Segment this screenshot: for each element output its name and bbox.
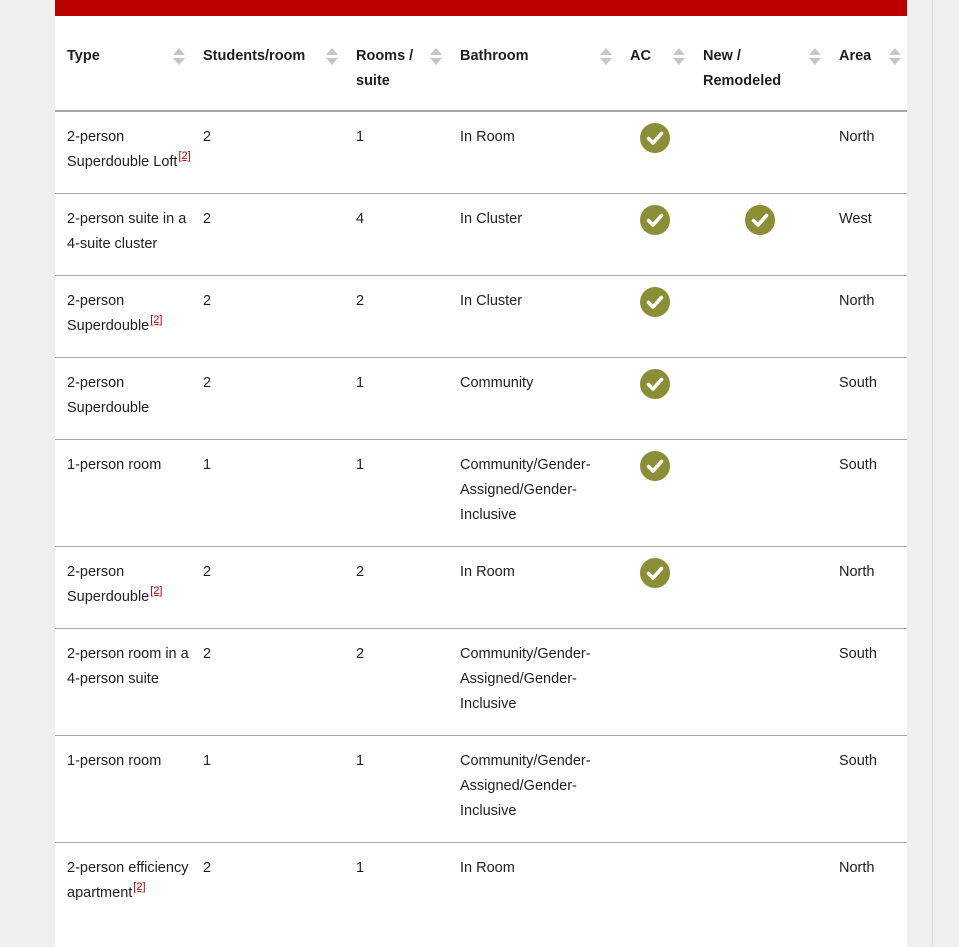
cell-type	[55, 629, 191, 736]
footnote-link[interactable]: [2]	[150, 314, 163, 326]
column-header-new-wrap	[703, 44, 827, 94]
cell-bathroom: Community/Gender-Assigned/Gender-Inclusive	[448, 440, 618, 547]
column-header-label: New / Remodeled	[703, 48, 782, 89]
sort-down-icon	[600, 58, 612, 65]
sort-up-icon	[173, 48, 185, 55]
column-header-label: Bathroom	[460, 48, 529, 64]
column-header-bathroom-wrap	[460, 44, 618, 69]
table-row	[55, 194, 907, 276]
cell-rooms: 1	[344, 358, 448, 440]
cell-bathroom: Community/Gender-Assigned/Gender-Inclusive	[448, 736, 618, 843]
cell-type	[55, 843, 191, 925]
room-type-text: 2-person room in a 4-person suite	[67, 646, 189, 687]
cell-area: South	[827, 440, 907, 547]
checkmark-icon	[745, 205, 775, 235]
table-row	[55, 276, 907, 358]
table-row	[55, 736, 907, 843]
cell-ac	[618, 276, 691, 358]
cell-type	[55, 111, 191, 194]
checkmark-icon	[640, 287, 670, 317]
room-type-text: 2-person Superdouble	[67, 564, 150, 605]
column-header-rooms-wrap	[356, 44, 448, 94]
housing-table-card	[55, 0, 907, 947]
column-header-type[interactable]	[55, 16, 191, 111]
column-header-label: Rooms / suite	[356, 48, 414, 89]
room-type-text: 2-person Superdouble Loft	[67, 129, 178, 170]
column-header-label: Area	[839, 48, 872, 64]
cell-type	[55, 358, 191, 440]
cell-rooms: 1	[344, 736, 448, 843]
checkmark-icon	[640, 558, 670, 588]
cell-area: North	[827, 111, 907, 194]
sidebar-divider	[932, 0, 933, 947]
cell-ac	[618, 629, 691, 736]
sort-down-icon	[173, 58, 185, 65]
cell-ac	[618, 843, 691, 925]
column-header-label: AC	[630, 48, 651, 64]
cell-rooms: 2	[344, 547, 448, 629]
sort-up-icon	[600, 48, 612, 55]
table-header-row	[55, 16, 907, 111]
sort-up-icon	[430, 48, 442, 55]
header-accent-bar	[55, 0, 907, 16]
cell-bathroom: In Room	[448, 111, 618, 194]
table-row	[55, 111, 907, 194]
cell-area: North	[827, 276, 907, 358]
sort-down-icon	[673, 58, 685, 65]
column-header-label: Students/room	[203, 48, 306, 64]
sort-up-icon	[326, 48, 338, 55]
cell-bathroom: In Cluster	[448, 194, 618, 276]
cell-type	[55, 547, 191, 629]
sort-down-icon	[430, 58, 442, 65]
cell-area: South	[827, 629, 907, 736]
footnote-link[interactable]: [2]	[133, 881, 146, 893]
checkmark-icon	[640, 123, 670, 153]
cell-bathroom: In Room	[460, 860, 515, 876]
column-header-rooms[interactable]	[344, 16, 448, 111]
cell-ac	[618, 547, 691, 629]
cell-ac	[618, 194, 691, 276]
footnote-link[interactable]: [2]	[178, 150, 191, 162]
room-type-text: 2-person suite in a 4-suite cluster	[67, 211, 187, 252]
table-body	[55, 111, 907, 924]
column-header-ac[interactable]	[618, 16, 691, 111]
column-header-label: Type	[67, 48, 100, 64]
cell-rooms: 1	[344, 111, 448, 194]
footnote-link[interactable]: [2]	[150, 585, 163, 597]
sort-arrows-icon[interactable]	[430, 48, 442, 65]
table-row	[55, 843, 907, 925]
cell-rooms: 2	[344, 629, 448, 736]
cell-type	[55, 736, 191, 843]
column-header-type-wrap	[67, 44, 191, 69]
sort-up-icon	[889, 48, 901, 55]
room-type-text: 2-person efficiency apartment	[67, 860, 189, 901]
housing-options-table	[55, 16, 907, 924]
sort-down-icon	[326, 58, 338, 65]
sort-up-icon	[809, 48, 821, 55]
column-header-area-wrap	[839, 44, 907, 69]
cell-students: 1	[191, 736, 344, 843]
cell-new-remodeled	[691, 358, 827, 440]
column-header-bathroom[interactable]	[448, 16, 618, 111]
cell-students: 2	[203, 860, 212, 876]
cell-area: North	[839, 860, 875, 876]
cell-ac	[618, 736, 691, 843]
checkmark-icon	[640, 451, 670, 481]
cell-rooms: 1	[356, 860, 365, 876]
cell-new-remodeled	[691, 194, 827, 276]
cell-rooms: 4	[344, 194, 448, 276]
cell-type	[55, 194, 191, 276]
sort-arrows-icon[interactable]	[173, 48, 185, 65]
cell-area: West	[827, 194, 907, 276]
sort-arrows-icon[interactable]	[600, 48, 612, 65]
cell-students: 2	[191, 547, 344, 629]
cell-new-remodeled	[691, 629, 827, 736]
column-header-students[interactable]	[191, 16, 344, 111]
cell-students: 2	[191, 358, 344, 440]
table-row	[55, 547, 907, 629]
checkmark-icon	[640, 369, 670, 399]
cell-new-remodeled	[691, 276, 827, 358]
cell-new-remodeled	[691, 547, 827, 629]
cell-new-remodeled	[691, 843, 827, 925]
cell-students: 2	[191, 629, 344, 736]
room-type-text: 1-person room	[67, 753, 162, 769]
cell-students: 1	[191, 440, 344, 547]
cell-bathroom: Community/Gender-Assigned/Gender-Inclusive	[448, 629, 618, 736]
cell-ac	[618, 111, 691, 194]
cell-new-remodeled	[691, 736, 827, 843]
sort-down-icon	[889, 58, 901, 65]
cell-area: South	[827, 736, 907, 843]
room-type-text: 2-person Superdouble	[67, 293, 150, 334]
sort-arrows-icon[interactable]	[326, 48, 338, 65]
sort-arrows-icon[interactable]	[673, 48, 685, 65]
cell-type	[55, 440, 191, 547]
sort-arrows-icon[interactable]	[889, 48, 901, 65]
cell-bathroom: In Cluster	[448, 276, 618, 358]
cell-bathroom: In Room	[448, 547, 618, 629]
room-type-text: 1-person room	[67, 457, 162, 473]
cell-ac	[618, 358, 691, 440]
cell-bathroom: Community	[448, 358, 618, 440]
column-header-ac-wrap	[630, 44, 691, 69]
cell-students: 2	[191, 194, 344, 276]
cell-students: 2	[191, 276, 344, 358]
checkmark-icon	[640, 205, 670, 235]
room-type-text: 2-person Superdouble	[67, 375, 150, 416]
cell-new-remodeled	[691, 111, 827, 194]
sort-down-icon	[809, 58, 821, 65]
table-row	[55, 440, 907, 547]
cell-area: North	[827, 547, 907, 629]
cell-rooms: 2	[344, 276, 448, 358]
cell-rooms: 1	[344, 440, 448, 547]
cell-ac	[618, 440, 691, 547]
column-header-area[interactable]	[827, 16, 907, 111]
cell-type	[55, 276, 191, 358]
sort-up-icon	[673, 48, 685, 55]
cell-new-remodeled	[691, 440, 827, 547]
column-header-students-wrap	[203, 44, 344, 69]
table-row	[55, 358, 907, 440]
column-header-new[interactable]	[691, 16, 827, 111]
sort-arrows-icon[interactable]	[809, 48, 821, 65]
cell-area: South	[827, 358, 907, 440]
cell-students: 2	[191, 111, 344, 194]
table-row	[55, 629, 907, 736]
